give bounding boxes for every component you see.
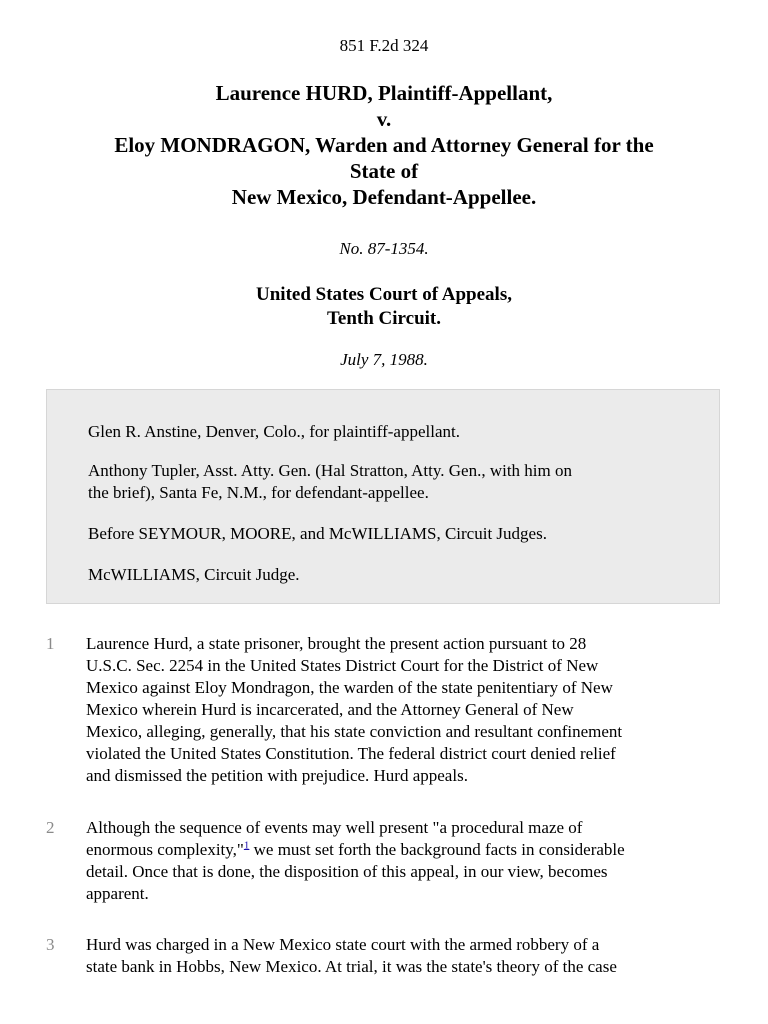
- counsel-appellant: Glen R. Anstine, Denver, Colo., for plaintiff-appellant.: [88, 422, 460, 441]
- text-line: apparent.: [86, 884, 149, 903]
- opinion-author: McWILLIAMS, Circuit Judge.: [88, 565, 300, 584]
- court-name: [0, 283, 768, 331]
- reporter-citation: 851 F.2d 324: [339, 36, 429, 55]
- text-segment: we must set forth the background facts in considerable: [249, 840, 625, 859]
- decision-date: July 7, 1988.: [340, 350, 428, 369]
- caption-plaintiff: Laurence HURD, Plaintiff-Appellant,: [215, 81, 553, 105]
- paragraph-number: 1: [46, 634, 55, 653]
- text-line: Laurence Hurd, a state prisoner, brought the present action pursuant to 28: [86, 634, 587, 653]
- text-line: Mexico against Eloy Mondragon, the warden of the state penitentiary of New: [86, 678, 613, 697]
- caption-defendant-role: New Mexico, Defendant-Appellee.: [231, 185, 537, 209]
- paragraph-text: [86, 633, 726, 787]
- case-caption: [40, 80, 728, 210]
- text-line: violated the United States Constitution. The federal district court denied relief: [86, 744, 616, 763]
- caption-defendant: Eloy MONDRAGON, Warden and Attorney General for the: [114, 133, 654, 157]
- text-line: detail. Once that is done, the disposition of this appeal, in our view, becomes: [86, 862, 608, 881]
- text-line: Mexico wherein Hurd is incarcerated, and the Attorney General of New: [86, 700, 574, 719]
- text-line: Although the sequence of events may well present "a procedural maze of: [86, 818, 583, 837]
- footnote-link[interactable]: 1: [243, 839, 250, 852]
- caption-versus: v.: [376, 107, 392, 131]
- docket-number: No. 87-1354.: [339, 239, 429, 258]
- caption-defendant-cont: State of: [349, 159, 419, 183]
- paragraph-text: [86, 934, 726, 978]
- paragraph-number: 2: [46, 818, 55, 837]
- text-line: U.S.C. Sec. 2254 in the United States District Court for the District of New: [86, 656, 599, 675]
- text-line: Mexico, alleging, generally, that his state conviction and resultant confinement: [86, 722, 623, 741]
- counsel-appellee-line2: the brief), Santa Fe, N.M., for defendant-appellee.: [88, 483, 429, 502]
- paragraph-text: [86, 817, 726, 905]
- paragraph-number: 3: [46, 935, 55, 954]
- text-line: state bank in Hobbs, New Mexico. At trial, it was the state's theory of the case: [86, 957, 617, 976]
- counsel-appellee: [88, 460, 688, 504]
- text-line: and dismissed the petition with prejudice. Hurd appeals.: [86, 766, 468, 785]
- judges-panel: Before SEYMOUR, MOORE, and McWILLIAMS, Circuit Judges.: [88, 524, 547, 543]
- text-line: [86, 839, 726, 861]
- text-segment: enormous complexity,": [86, 840, 244, 859]
- counsel-box: [46, 389, 720, 604]
- text-line: Hurd was charged in a New Mexico state court with the armed robbery of a: [86, 935, 600, 954]
- court-name-line1: United States Court of Appeals,: [256, 284, 512, 305]
- court-name-line2: Tenth Circuit.: [326, 308, 442, 329]
- counsel-appellee-line1: Anthony Tupler, Asst. Atty. Gen. (Hal Stratton, Atty. Gen., with him on: [88, 461, 572, 480]
